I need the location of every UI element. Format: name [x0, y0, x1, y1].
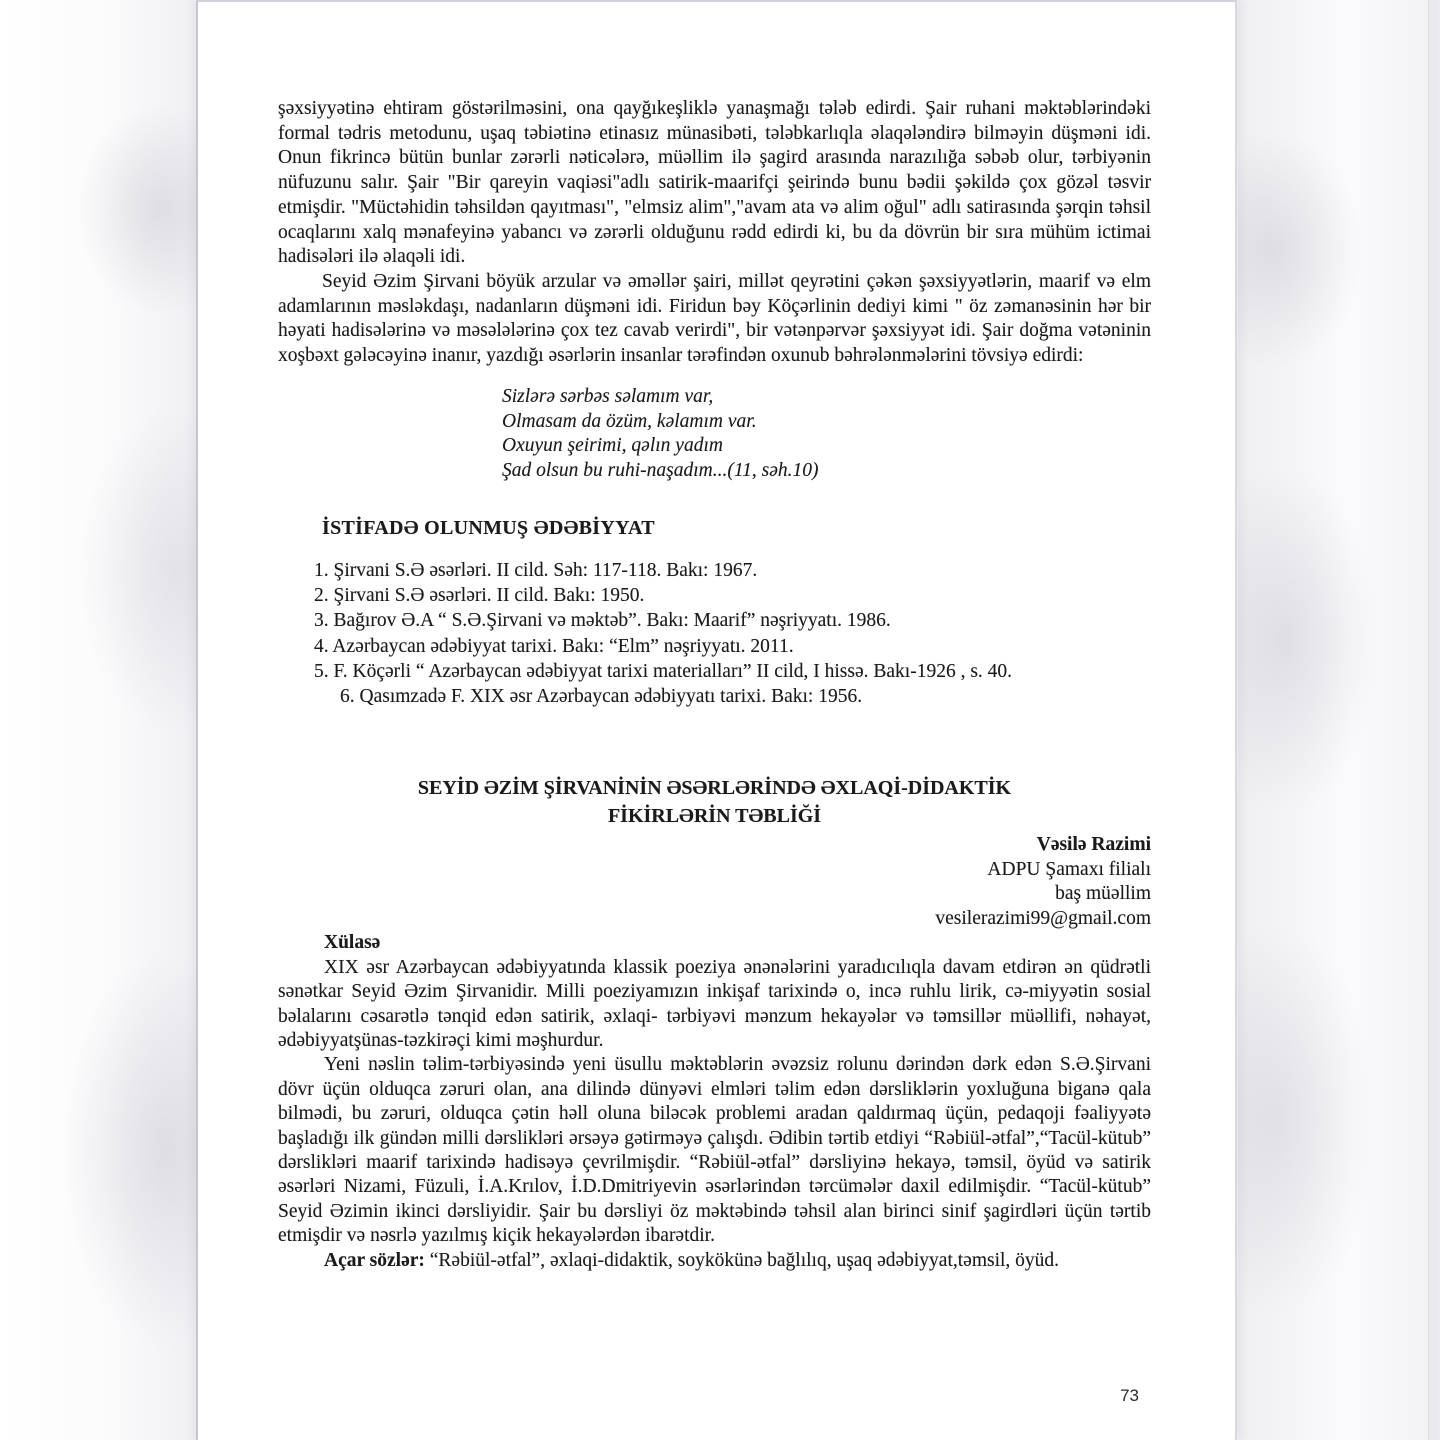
article-title-line: SEYİD ƏZİM ŞİRVANİNİN ƏSƏRLƏRİNDƏ ƏXLAQİ-DİDAKTİK [417, 777, 1012, 800]
reference-item: 2. Şirvani S.Ə əsərləri. II cild. Bakı: 1950. [314, 584, 645, 606]
author-email: vesilerazimi99@gmail.com [935, 907, 1151, 929]
author-name: Vəsilə Razimi [1036, 834, 1151, 856]
poem-line: Oxuyun şeirimi, qəlın yadım [502, 435, 723, 457]
reference-item: 1. Şirvani S.Ə əsərləri. II cild. Səh: 117-118. Bakı: 1967. [314, 559, 758, 581]
reference-item: 4. Azərbaycan ədəbiyyat tarixi. Bakı: “Elm” nəşriyyatı. 2011. [314, 635, 794, 657]
author-block [278, 833, 1151, 931]
reference-item: 3. Bağırov Ə.A “ S.Ə.Şirvani və məktəb”. Bakı: Maarif” nəşriyyatı. 1986. [314, 610, 891, 632]
reference-item: 6. Qasımzadə F. XIX əsr Azərbaycan ədəbiyyatı tarixi. Bakı: 1956. [340, 686, 863, 708]
page-content [198, 2, 1235, 1273]
abstract-paragraph: XIX əsr Azərbaycan ədəbiyyatında klassik poeziya ənənələrini yaradıcılıqla davam etdirən ən qüdrətli sənətkar Seyid Əzim Şirvanidir. Milli poeziyamızın inkişaf tarixində o, incə ruhlu lirik, cə-miyyətin sosial bəlalarını cəsarətlə tənqid edən satirik, əxlaqi- tərbiyəvi mənzum hekayələr və təmsillər müəllifi, nəhayət, ədəbiyyatşünas-təzkirəçi kimi məşhurdur. [278, 956, 1151, 1051]
right-edge-shade [1428, 0, 1438, 1440]
abstract-paragraph: Yeni nəslin təlim-tərbiyəsində yeni üsullu məktəblərin əvəzsiz rolunu dərindən dərk edən S.Ə.Şirvani dövr üçün olduqca zəruri olan, ana dilində dünyəvi elmləri təlim edən dərsliklərin yoxluğuna biganə qala bilmədi, bu zəruri, olduqca çətin həll oluna biləcək problemi aradan qaldırmaq üçün, pedaqoji fəaliyyətə başladığı ilk gündən milli dərslikləri ərsəyə gətirməyə çalışdı. Ədibin tərtib etdiyi “Rəbiül-ətfal”,“Tacül-kütub” dərslikləri maarif tarixində hadisəyə çevrilmişdir. “Rəbiül-ətfal” dərsliyinə hekayə, təmsil, öyüd və satirik əsərləri Nizami, Füzuli, İ.A.Krılov, İ.D.Dmitriyevin əsərlərindən tərcümələr daxil edilmişdir. “Tacül-kütub” Seyid Əzimin ikinci dərsliyidir. Şair bu dərsliyi öz məktəbində təhsil alan birinci sinif şagirdləri üçün tərtib etmişdir və nəsrlə yazılmış kiçik hekayələrdən ibarətdir. [278, 1054, 1151, 1247]
poem-line: Şad olsun bu ruhi-naşadım...(11, səh.10) [502, 460, 819, 482]
references-list [314, 558, 1151, 710]
poem-block [502, 385, 1151, 484]
reference-item: 5. F. Köçərli “ Azərbaycan ədəbiyyat tarixi materialları” II cild, I hissə. Bakı-1926 , s. 40. [314, 660, 1013, 682]
abstract-section [278, 956, 1151, 1249]
left-blur-margin [0, 0, 196, 1440]
poem-line: Olmasam da özüm, kəlamım var. [502, 410, 757, 432]
right-blur-margin [1238, 0, 1440, 1440]
references-heading: İSTİFADƏ OLUNMUŞ ƏDƏBİYYAT [322, 516, 655, 539]
abstract-heading: Xülasə [324, 932, 381, 954]
keywords-text: “Rəbiül-ətfal”, əxlaqi-didaktik, soykökünə bağlılıq, uşaq ədəbiyyat,təmsil, öyüd. [429, 1249, 1060, 1271]
document-page [196, 0, 1237, 1440]
keywords-line [278, 1249, 1151, 1273]
author-affiliation: ADPU Şamaxı filialı [987, 858, 1151, 880]
page-number: 73 [1120, 1386, 1139, 1405]
body-paragraph: Seyid Əzim Şirvani böyük arzular və əməllər şairi, millət qeyrətini çəkən şəxsiyyətlərin, maarif və elm adamlarının məsləkdaşı, nadanların düşməni idi. Firidun bəy Köçərlinin dediyi kimi " öz zəmanəsinin hər bir həyati hadisələrinə və məsələlərinə çox tez cavab verirdi", bir vətənpərvər şəxsiyyət idi. Şair doğma vətəninin xoşbəxt gələcəyinə inanır, yazdığı əsərlərin insanlar tərəfindən oxunub bəhrələnmələrini tövsiyə edirdi: [278, 270, 1151, 367]
keywords-label: Açar sözlər: [324, 1249, 425, 1271]
article-title [278, 775, 1151, 830]
article-title-line: FİKİRLƏRİN TƏBLİĞİ [607, 804, 822, 827]
poem-line: Sizlərə sərbəs səlamım var, [502, 385, 714, 407]
author-position: baş müəllim [1055, 883, 1151, 905]
body-paragraph: şəxsiyyətinə ehtiram göstərilməsini, ona qayğıkeşliklə yanaşmağı tələb edirdi. Şair ruhani məktəblərindəki formal tədris metodunu, uşaq təbiətinə etinasız münasibəti, tələbkarlıqla əlaqələndirə bilməyin düşməni idi. Onun fikrincə bütün bunlar zərərli nəticələrə, müəllim ilə şagird arasında narazılığa səbəb olur, tərbiyənin nüfuzunu salır. Şair "Bir qareyin vaqiəsi"adlı satirik-maarifçi şeirində bunu bədii şəkildə çox gözəl təsvir etmişdir. "Müctəhidin təhsildən qayıtması", "elmsiz alim","avam ata və alim oğul" adlı satirasında şərqin təhsil ocaqlarını xalq mənafeyinə yabancı və zərərli olduğunu rədd edirdi ki, bu da dövrün bir sıra mühüm ictimai hadisələri ilə əlaqəli idi. [278, 98, 1151, 268]
